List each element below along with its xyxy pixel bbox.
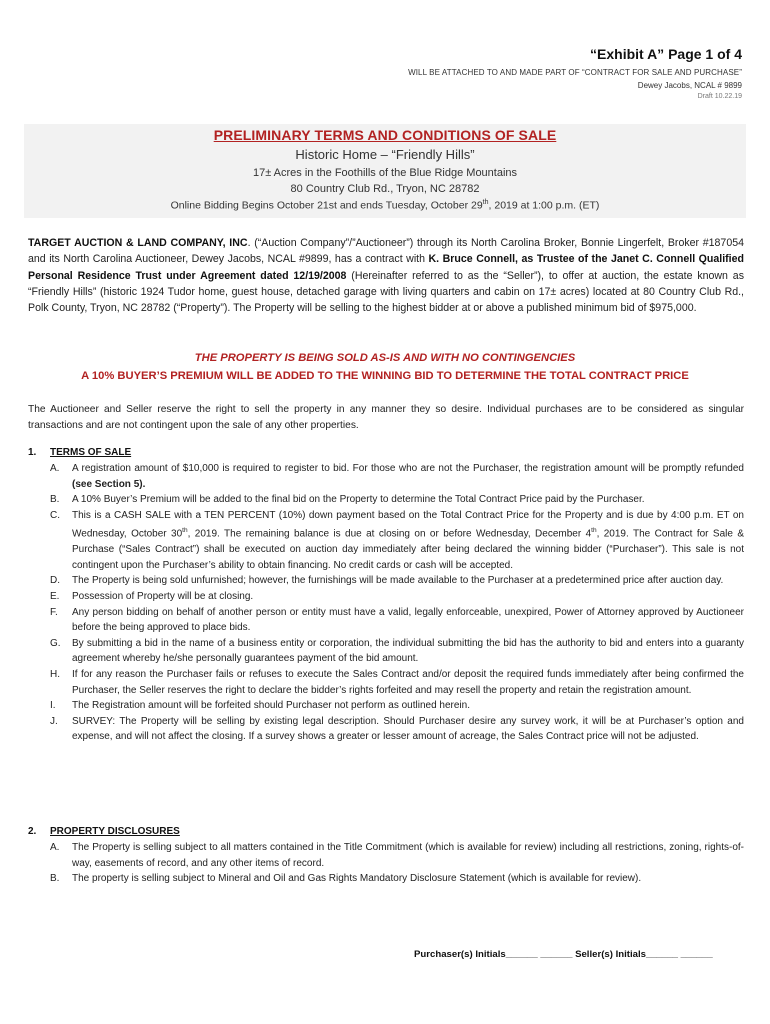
list-item: A. A registration amount of $10,000 is required to register to bid. For those who are not the Purchaser, the registration amount will be promptly refunded (see Section 5). xyxy=(50,463,744,490)
as-is-notice: THE PROPERTY IS BEING SOLD AS-IS AND WITH NO CONTINGENCIES xyxy=(194,352,576,364)
list-item: D. The Property is being sold unfurnished; however, the furnishings will be made available to the Purchaser at a predetermined price after auction day. xyxy=(50,575,724,587)
intro-paragraph: TARGET AUCTION & LAND COMPANY, INC. (“Auction Company”/”Auctioneer”) through its North Carolina Broker, Bonnie Lingerfelt, Broker #187054 and its North Carolina Auctioneer, Dewey Jacobs, NCAL #9899, has a contract with K. Bruce Connell, as Trustee of the Janet C. Connell Qualified Personal Residence Trust under Agreement dated 12/19/2008 (Hereinafter referred to as the “Seller”), to offer at auction, the estate known as “Friendly Hills” (historic 1924 Tudor home, guest house, detached garage with living quarters and cabin on 17± acres) located at 80 Country Club Rd., Polk County, Tryon, NC 28782 (“Property”). The Property will be selling to the highest bidder at or above a published minimum bid of $975,000. xyxy=(28,237,744,315)
initials-line: Purchaser(s) Initials______ ______ Seller(s) Initials______ ______ xyxy=(414,949,713,960)
buyers-premium-notice: A 10% BUYER’S PREMIUM WILL BE ADDED TO THE WINNING BID TO DETERMINE THE TOTAL CONTRACT PRICE xyxy=(81,370,689,382)
list-item: J. SURVEY: The Property will be selling by existing legal description. Should Purchaser desire any survey work, it will be at Purchaser’s option and expense, and will not affect the closing. If a survey shows a greater or lesser amount of acreage, the Sales Contract price will not be adjusted. xyxy=(50,715,744,743)
section-1-list xyxy=(50,461,744,745)
section-2-heading: 2. PROPERTY DISCLOSURES xyxy=(28,826,180,837)
address-line: 80 Country Club Rd., Tryon, NC 28782 xyxy=(290,183,480,195)
attachment-note: WILL BE ATTACHED TO AND MADE PART OF “CONTRACT FOR SALE AND PURCHASE” xyxy=(408,68,742,77)
acreage-line: 17± Acres in the Foothills of the Blue Ridge Mountains xyxy=(252,167,518,179)
exhibit-page-label: “Exhibit A” Page 1 of 4 xyxy=(590,46,742,62)
list-item: B. A 10% Buyer’s Premium will be added to the final bid on the Property to determine the Total Contract Price paid by the Purchaser. xyxy=(50,494,645,506)
list-item: F. Any person bidding on behalf of another person or entity must have a valid, legally enforceable, unexpired, Power of Attorney approved by Auctioneer before the being approved to place bids. xyxy=(50,606,744,634)
list-item: B. The property is selling subject to Mineral and Oil and Gas Rights Mandatory Disclosure Statement (which is available for review). xyxy=(50,873,642,885)
bidding-dates-line: Online Bidding Begins October 21st and ends Tuesday, October 29th, 2019 at 1:00 p.m. (ET) xyxy=(170,199,600,212)
section-1-heading: 1. TERMS OF SALE xyxy=(28,447,132,458)
section-2-list xyxy=(50,840,744,887)
list-item: I. The Registration amount will be forfeited should Purchaser not perform as outlined herein. xyxy=(50,700,470,712)
document-title: PRELIMINARY TERMS AND CONDITIONS OF SALE xyxy=(213,127,557,143)
list-item: H. If for any reason the Purchaser fails or refuses to execute the Sales Contract and/or deposit the required funds immediately after being confirmed the Purchaser, the Seller reserves the right to declare the bidder’s rights forfeited and may resell the property and retain the registration amount. xyxy=(50,669,744,696)
auctioneer-license: Dewey Jacobs, NCAL # 9899 xyxy=(637,81,742,90)
list-item: E. Possession of Property will be at closing. xyxy=(50,591,254,603)
list-item: A. The Property is selling subject to all matters contained in the Title Commitment (which is available for review) including all restrictions, zoning, rights-of-way, easements of record, and any other items of record. xyxy=(50,842,744,869)
reserve-paragraph: The Auctioneer and Seller reserve the right to sell the property in any manner they so desire. Individual purchases are to be considered as singular transactions and are not contingent upon the sale of any other properties. xyxy=(28,404,744,431)
draft-date: Draft 10.22.19 xyxy=(697,93,742,100)
list-item: C. This is a CASH SALE with a TEN PERCENT (10%) down payment based on the Total Contract Price for the Property and is due by 4:00 p.m. ET on Wednesday, October 30th, 2019. The remaining balance is due at closing on or before Wednesday, December 4th, 2019. The Contract for Sale & Purchase (“Sales Contract”) shall be executed on auction day immediately after being declared the winning bidder (“Purchaser”). This sale is not contingent upon the Purchaser’s ability to obtain financing. No credit cards or cash will be accepted. xyxy=(50,509,744,571)
document-subtitle: Historic Home – “Friendly Hills” xyxy=(295,147,475,162)
list-item: G. By submitting a bid in the name of a business entity or corporation, the individual submitting the bid has the authority to bid and enters into a guaranty agreement whereby he/she personally guarantees payment of the bid amount. xyxy=(50,637,744,665)
